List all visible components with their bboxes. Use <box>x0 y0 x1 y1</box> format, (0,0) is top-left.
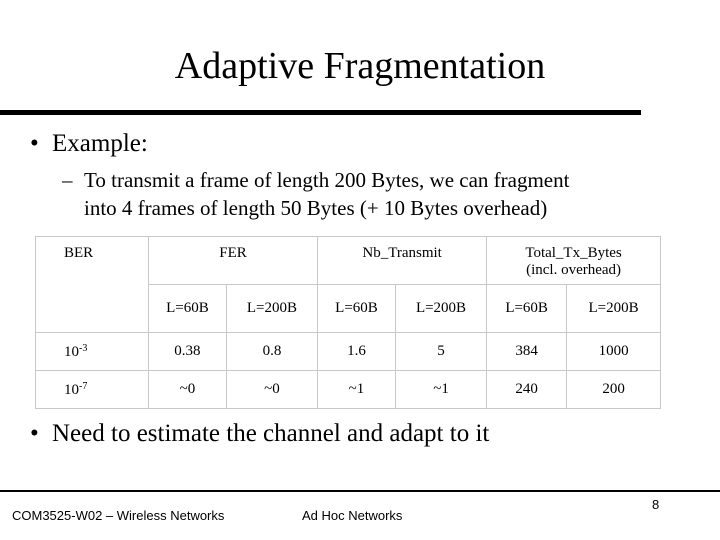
table-row <box>36 371 661 409</box>
cell-total-200: 200 <box>567 371 661 409</box>
sub-bullet-dash: – <box>62 168 73 192</box>
ber-base: 10 <box>64 343 79 360</box>
ber-base: 10 <box>64 381 79 398</box>
table-row <box>36 333 661 371</box>
row-ber <box>36 333 149 371</box>
header-ber: BER <box>36 237 149 333</box>
cell-nb-60: ~1 <box>318 371 396 409</box>
title-rule <box>0 110 641 115</box>
cell-nb-60: 1.6 <box>318 333 396 371</box>
ber-exponent: -7 <box>79 380 88 392</box>
footer-topic: Ad Hoc Networks <box>302 508 403 523</box>
table-header-row <box>36 237 661 285</box>
subheader-fer-60: L=60B <box>149 285 227 333</box>
header-total-tx-bytes <box>487 237 661 285</box>
subheader-nb-60: L=60B <box>318 285 396 333</box>
cell-total-60: 384 <box>487 333 567 371</box>
bullet-text: Example: <box>52 130 148 157</box>
slide-title: Adaptive Fragmentation <box>174 45 546 87</box>
fragmentation-table <box>35 236 661 409</box>
cell-fer-200: 0.8 <box>226 333 317 371</box>
bullet-dot: • <box>30 130 39 157</box>
sub-bullet-line-2: into 4 frames of length 50 Bytes (+ 10 Bytes overhead) <box>84 196 548 220</box>
header-nb-transmit: Nb_Transmit <box>318 237 487 285</box>
cell-nb-200: 5 <box>395 333 486 371</box>
subheader-total-200: L=200B <box>567 285 661 333</box>
header-total-line-2: (incl. overhead) <box>526 262 622 278</box>
cell-total-60: 240 <box>487 371 567 409</box>
row-ber <box>36 371 149 409</box>
bullet-text: Need to estimate the channel and adapt to it <box>52 420 490 447</box>
bullet-example <box>30 130 148 158</box>
cell-fer-60: ~0 <box>149 371 227 409</box>
footer-rule <box>0 490 720 492</box>
cell-fer-60: 0.38 <box>149 333 227 371</box>
page-number: 8 <box>652 497 660 512</box>
subheader-nb-200: L=200B <box>395 285 486 333</box>
sub-bullet-fragmentation <box>62 166 569 222</box>
bullet-estimate <box>30 420 489 448</box>
header-fer: FER <box>149 237 318 285</box>
cell-total-200: 1000 <box>567 333 661 371</box>
cell-fer-200: ~0 <box>226 371 317 409</box>
header-total-line-1: Total_Tx_Bytes <box>525 245 622 261</box>
subheader-fer-200: L=200B <box>226 285 317 333</box>
footer-course: COM3525-W02 – Wireless Networks <box>12 508 225 523</box>
ber-exponent: -3 <box>79 342 88 354</box>
subheader-total-60: L=60B <box>487 285 567 333</box>
sub-bullet-line-1: To transmit a frame of length 200 Bytes, we can fragment <box>84 168 570 192</box>
cell-nb-200: ~1 <box>395 371 486 409</box>
bullet-dot: • <box>30 420 39 447</box>
